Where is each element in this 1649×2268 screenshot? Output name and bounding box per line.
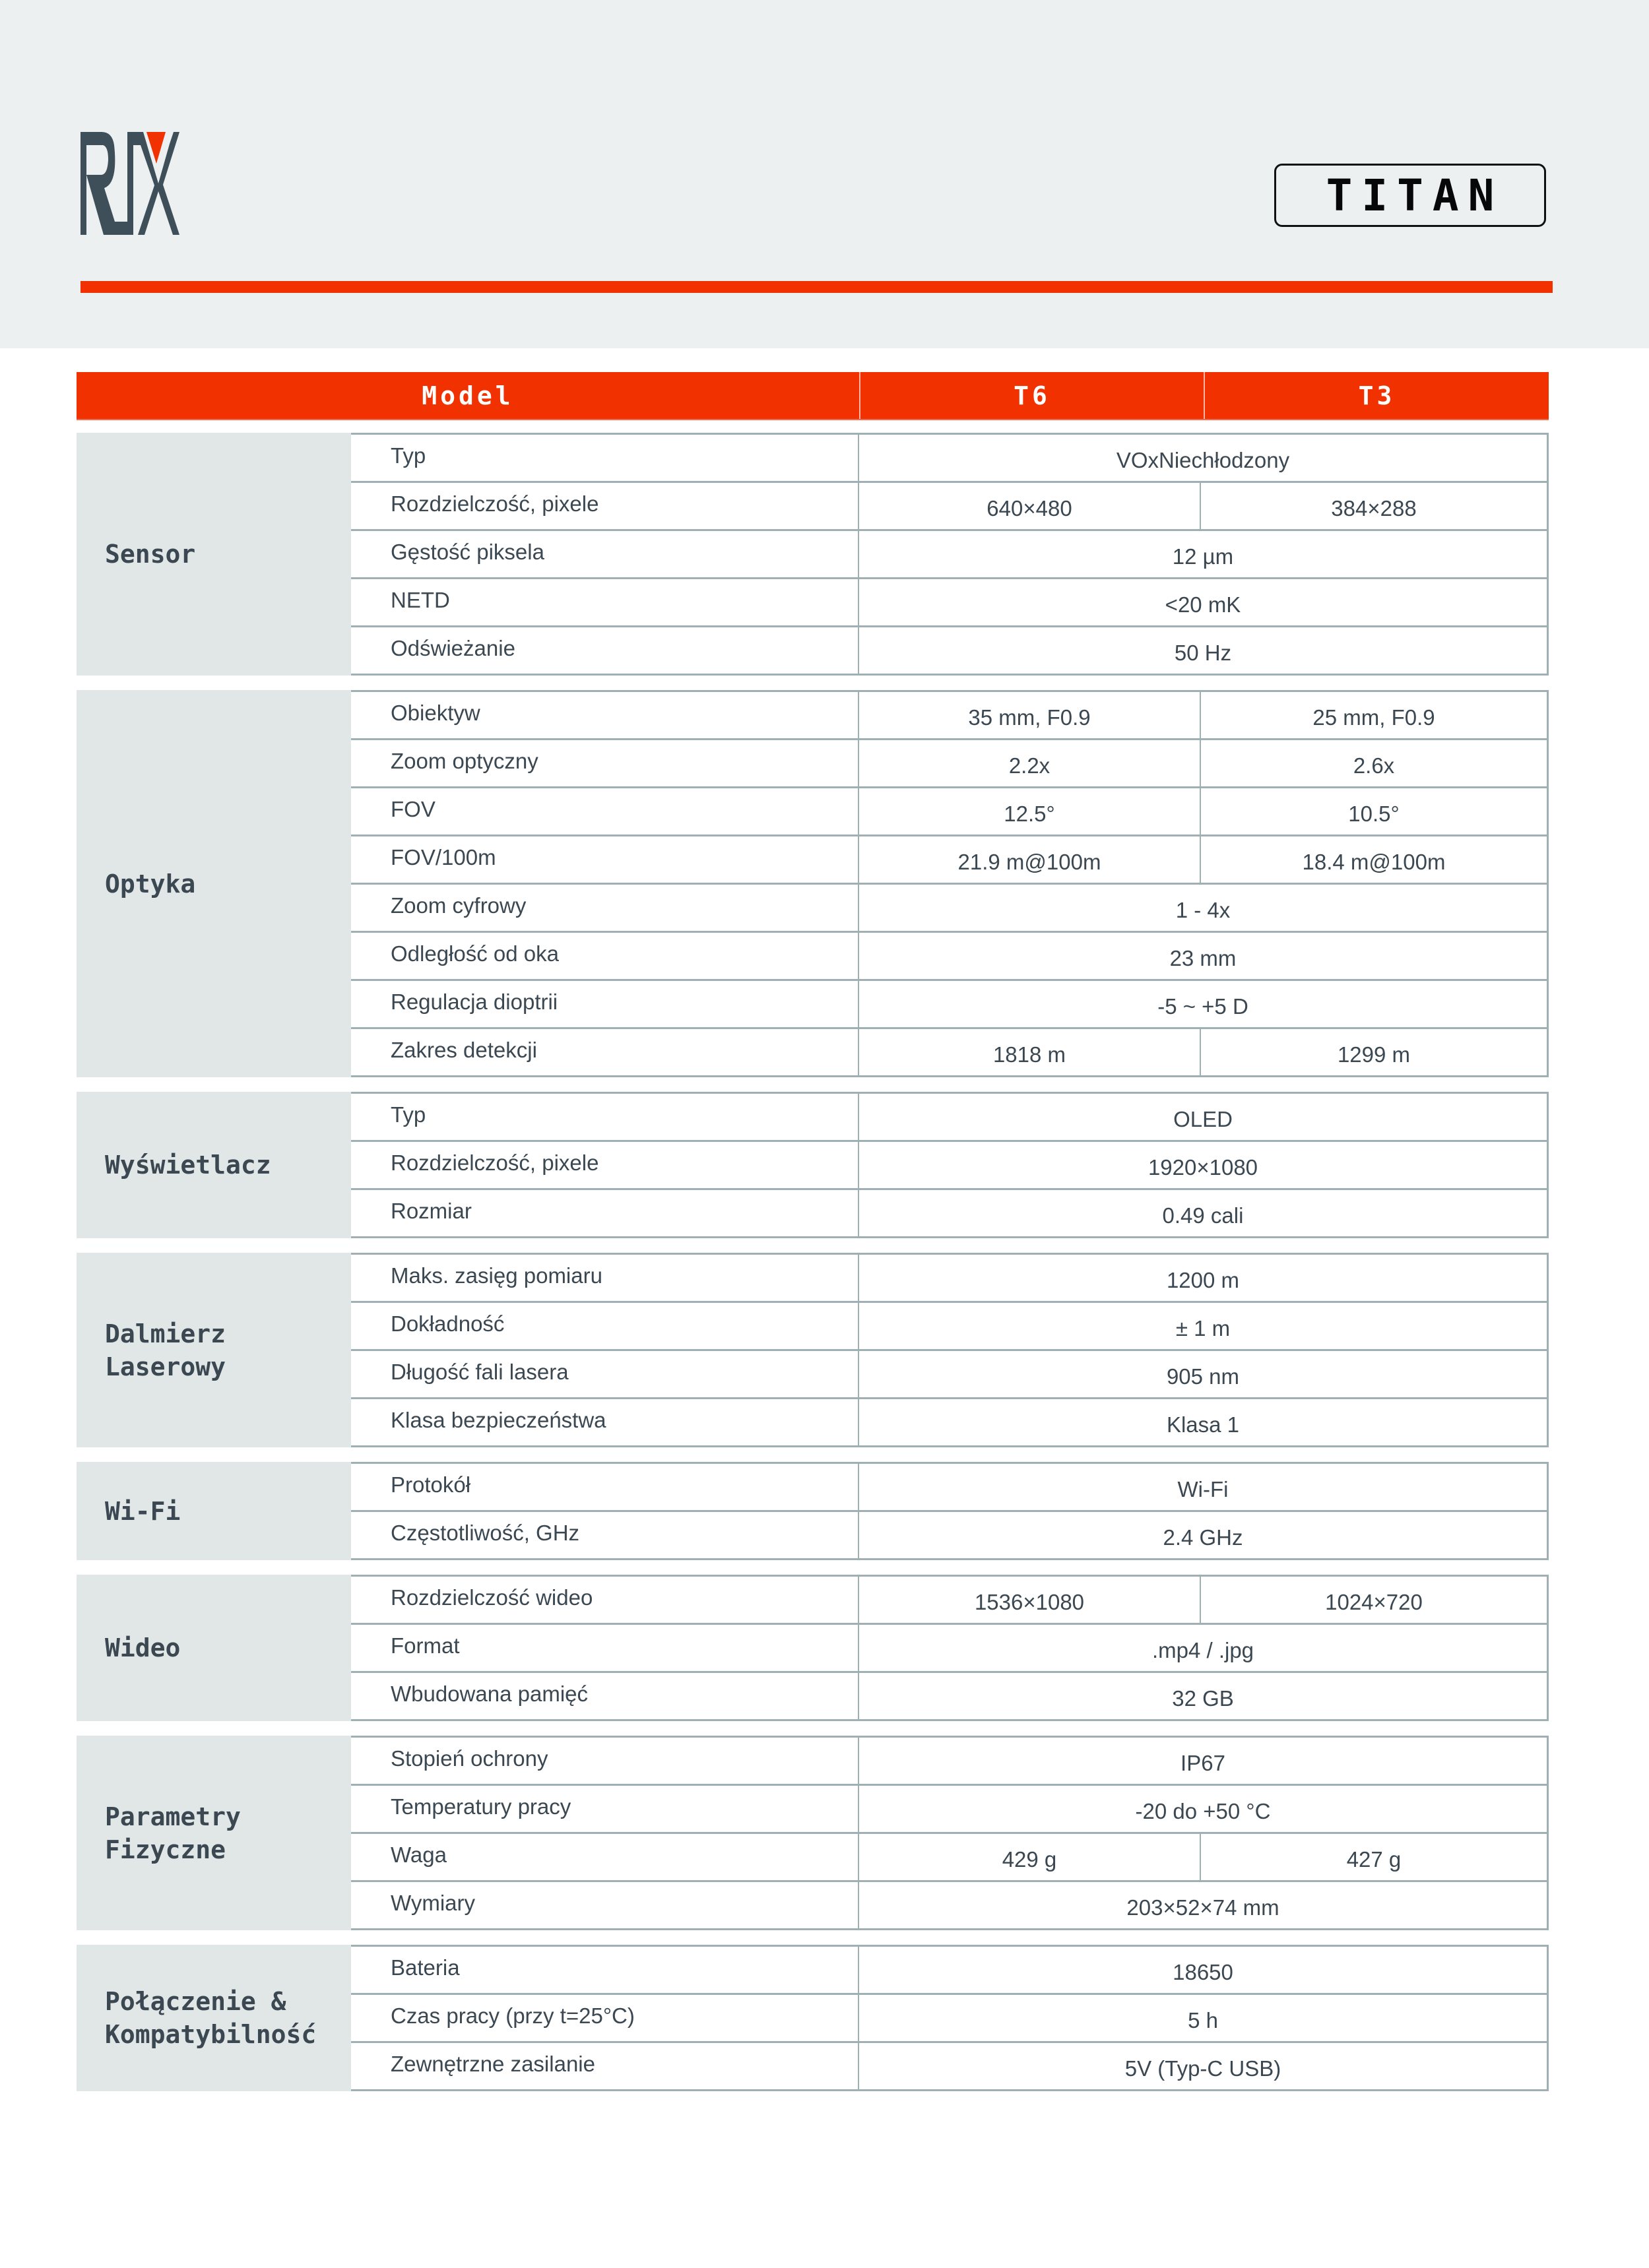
header-t6: T6 <box>860 372 1205 419</box>
spec-row <box>351 1142 1547 1190</box>
param-label: NETD <box>351 579 859 625</box>
section-label: Sensor <box>77 433 351 676</box>
param-value-shared: 23 mm <box>1169 946 1237 970</box>
param-value-t6: 1536×1080 <box>859 1577 1201 1623</box>
param-value-shared: <20 mK <box>1165 592 1241 617</box>
param-value-t3: 1024×720 <box>1325 1590 1423 1614</box>
spec-row <box>351 531 1547 579</box>
param-value-shared: OLED <box>1173 1107 1233 1131</box>
spec-section <box>77 690 1549 1077</box>
param-value-t3: 10.5° <box>1348 802 1400 826</box>
section-label: Wideo <box>77 1575 351 1721</box>
param-label: Bateria <box>351 1947 859 1993</box>
spec-table <box>77 433 1549 2106</box>
rix-logo <box>81 131 321 236</box>
section-label: Optyka <box>77 690 351 1077</box>
param-label: Rozdzielczość wideo <box>351 1577 859 1623</box>
spec-row <box>351 1738 1547 1786</box>
section-label: Parametry Fizyczne <box>77 1736 351 1930</box>
param-label: Wymiary <box>351 1882 859 1928</box>
param-value-t6: 12.5° <box>859 788 1201 835</box>
param-value-t6: 21.9 m@100m <box>859 836 1201 883</box>
spec-row <box>351 740 1547 788</box>
section-rows <box>351 1092 1549 1238</box>
param-label: Stopień ochrony <box>351 1738 859 1784</box>
spec-row <box>351 1947 1547 1995</box>
spec-row <box>351 1094 1547 1142</box>
param-label: Temperatury pracy <box>351 1786 859 1832</box>
param-label: Maks. zasięg pomiaru <box>351 1255 859 1301</box>
param-value-t3: 1299 m <box>1337 1042 1411 1067</box>
param-value-t6: 2.2x <box>859 740 1201 786</box>
param-label: Klasa bezpieczeństwa <box>351 1399 859 1445</box>
spec-section <box>77 1575 1549 1721</box>
spec-row <box>351 1303 1547 1351</box>
param-value-shared: 1920×1080 <box>1148 1155 1258 1180</box>
param-label: Regulacja dioptrii <box>351 981 859 1027</box>
param-label: Rozdzielczość, pixele <box>351 1142 859 1188</box>
param-value-shared: 18650 <box>1173 1960 1233 1984</box>
param-value-t3: 427 g <box>1346 1847 1402 1872</box>
param-value-t3: 25 mm, F0.9 <box>1312 705 1435 730</box>
param-value-shared: 2.4 GHz <box>1163 1525 1243 1550</box>
param-value-t6: 35 mm, F0.9 <box>859 692 1201 738</box>
spec-row <box>351 692 1547 740</box>
param-label: Zoom cyfrowy <box>351 885 859 931</box>
header-model: Model <box>77 372 860 419</box>
param-label: Zakres detekcji <box>351 1029 859 1075</box>
param-value-shared: 32 GB <box>1172 1686 1234 1711</box>
section-rows <box>351 1462 1549 1560</box>
spec-row <box>351 1786 1547 1834</box>
accent-divider <box>81 281 1553 293</box>
section-label: Wi-Fi <box>77 1462 351 1560</box>
param-label: Zoom optyczny <box>351 740 859 786</box>
spec-row <box>351 1882 1547 1930</box>
section-label: Połączenie & Kompatybilność <box>77 1945 351 2091</box>
param-value-shared: 1 - 4x <box>1175 898 1231 922</box>
spec-row <box>351 981 1547 1029</box>
spec-row <box>351 1834 1547 1882</box>
param-value-shared: Klasa 1 <box>1166 1412 1240 1437</box>
param-value-shared: -20 do +50 °C <box>1135 1799 1271 1823</box>
spec-section <box>77 1945 1549 2091</box>
section-rows <box>351 1945 1549 2091</box>
param-value-shared: -5 ~ +5 D <box>1157 994 1248 1019</box>
param-label: Zewnętrzne zasilanie <box>351 2043 859 2089</box>
param-value-t6: 1818 m <box>859 1029 1201 1075</box>
param-label: Wbudowana pamięć <box>351 1673 859 1719</box>
spec-row <box>351 1029 1547 1077</box>
param-label: Typ <box>351 1094 859 1140</box>
param-label: Odświeżanie <box>351 627 859 674</box>
section-rows <box>351 690 1549 1077</box>
spec-row <box>351 1673 1547 1721</box>
spec-row <box>351 1190 1547 1238</box>
param-value-t6: 429 g <box>859 1834 1201 1880</box>
param-label: Obiektyw <box>351 692 859 738</box>
param-value-shared: VOxNiechłodzony <box>1116 448 1290 472</box>
param-value-shared: IP67 <box>1180 1751 1225 1775</box>
param-value-t3: 2.6x <box>1353 753 1395 778</box>
param-value-shared: Wi-Fi <box>1177 1477 1229 1501</box>
param-label: Protokół <box>351 1464 859 1510</box>
spec-row <box>351 1255 1547 1303</box>
param-value-shared: 0.49 cali <box>1162 1203 1244 1228</box>
spec-section <box>77 1462 1549 1560</box>
param-value-shared: 12 µm <box>1172 544 1234 569</box>
spec-section <box>77 433 1549 676</box>
param-value-shared: 50 Hz <box>1174 641 1232 665</box>
param-value-shared: 905 nm <box>1166 1364 1240 1389</box>
param-label: Waga <box>351 1834 859 1880</box>
spec-row <box>351 1995 1547 2043</box>
spec-row <box>351 483 1547 531</box>
param-value-shared: 1200 m <box>1166 1268 1240 1292</box>
spec-section <box>77 1092 1549 1238</box>
spec-row <box>351 1351 1547 1399</box>
model-name-badge: TITAN <box>1274 164 1546 227</box>
param-label: Rozmiar <box>351 1190 859 1236</box>
table-header <box>77 372 1549 420</box>
param-value-t6: 640×480 <box>859 483 1201 529</box>
spec-row <box>351 2043 1547 2091</box>
param-value-shared: 5 h <box>1188 2008 1218 2032</box>
spec-row <box>351 627 1547 676</box>
spec-row <box>351 1464 1547 1512</box>
param-label: Czas pracy (przy t=25°C) <box>351 1995 859 2041</box>
section-rows <box>351 1253 1549 1447</box>
spec-row <box>351 579 1547 627</box>
param-label: FOV <box>351 788 859 835</box>
spec-section <box>77 1736 1549 1930</box>
section-label: Wyświetlacz <box>77 1092 351 1238</box>
spec-row <box>351 1577 1547 1625</box>
param-value-shared: 5V (Typ-C USB) <box>1124 2056 1281 2081</box>
param-label: Dokładność <box>351 1303 859 1349</box>
param-value-t3: 384×288 <box>1331 496 1417 520</box>
spec-section <box>77 1253 1549 1447</box>
param-label: Odległość od oka <box>351 933 859 979</box>
param-value-shared: 203×52×74 mm <box>1126 1895 1279 1920</box>
param-label: Częstotliwość, GHz <box>351 1512 859 1558</box>
param-label: Typ <box>351 435 859 481</box>
param-label: Długość fali lasera <box>351 1351 859 1397</box>
header-t3: T3 <box>1358 381 1396 410</box>
param-value-shared: .mp4 / .jpg <box>1151 1638 1254 1662</box>
param-label: FOV/100m <box>351 836 859 883</box>
section-rows <box>351 1575 1549 1721</box>
param-label: Gęstość piksela <box>351 531 859 577</box>
param-value-t3: 18.4 m@100m <box>1302 850 1446 874</box>
spec-row <box>351 1399 1547 1447</box>
param-label: Format <box>351 1625 859 1671</box>
spec-row <box>351 1512 1547 1560</box>
section-rows <box>351 433 1549 676</box>
spec-row <box>351 788 1547 836</box>
param-value-shared: ± 1 m <box>1175 1316 1231 1340</box>
param-label: Rozdzielczość, pixele <box>351 483 859 529</box>
section-rows <box>351 1736 1549 1930</box>
spec-row <box>351 1625 1547 1673</box>
spec-row <box>351 885 1547 933</box>
spec-row <box>351 933 1547 981</box>
spec-row <box>351 435 1547 483</box>
section-label: Dalmierz Laserowy <box>77 1253 351 1447</box>
spec-row <box>351 836 1547 885</box>
